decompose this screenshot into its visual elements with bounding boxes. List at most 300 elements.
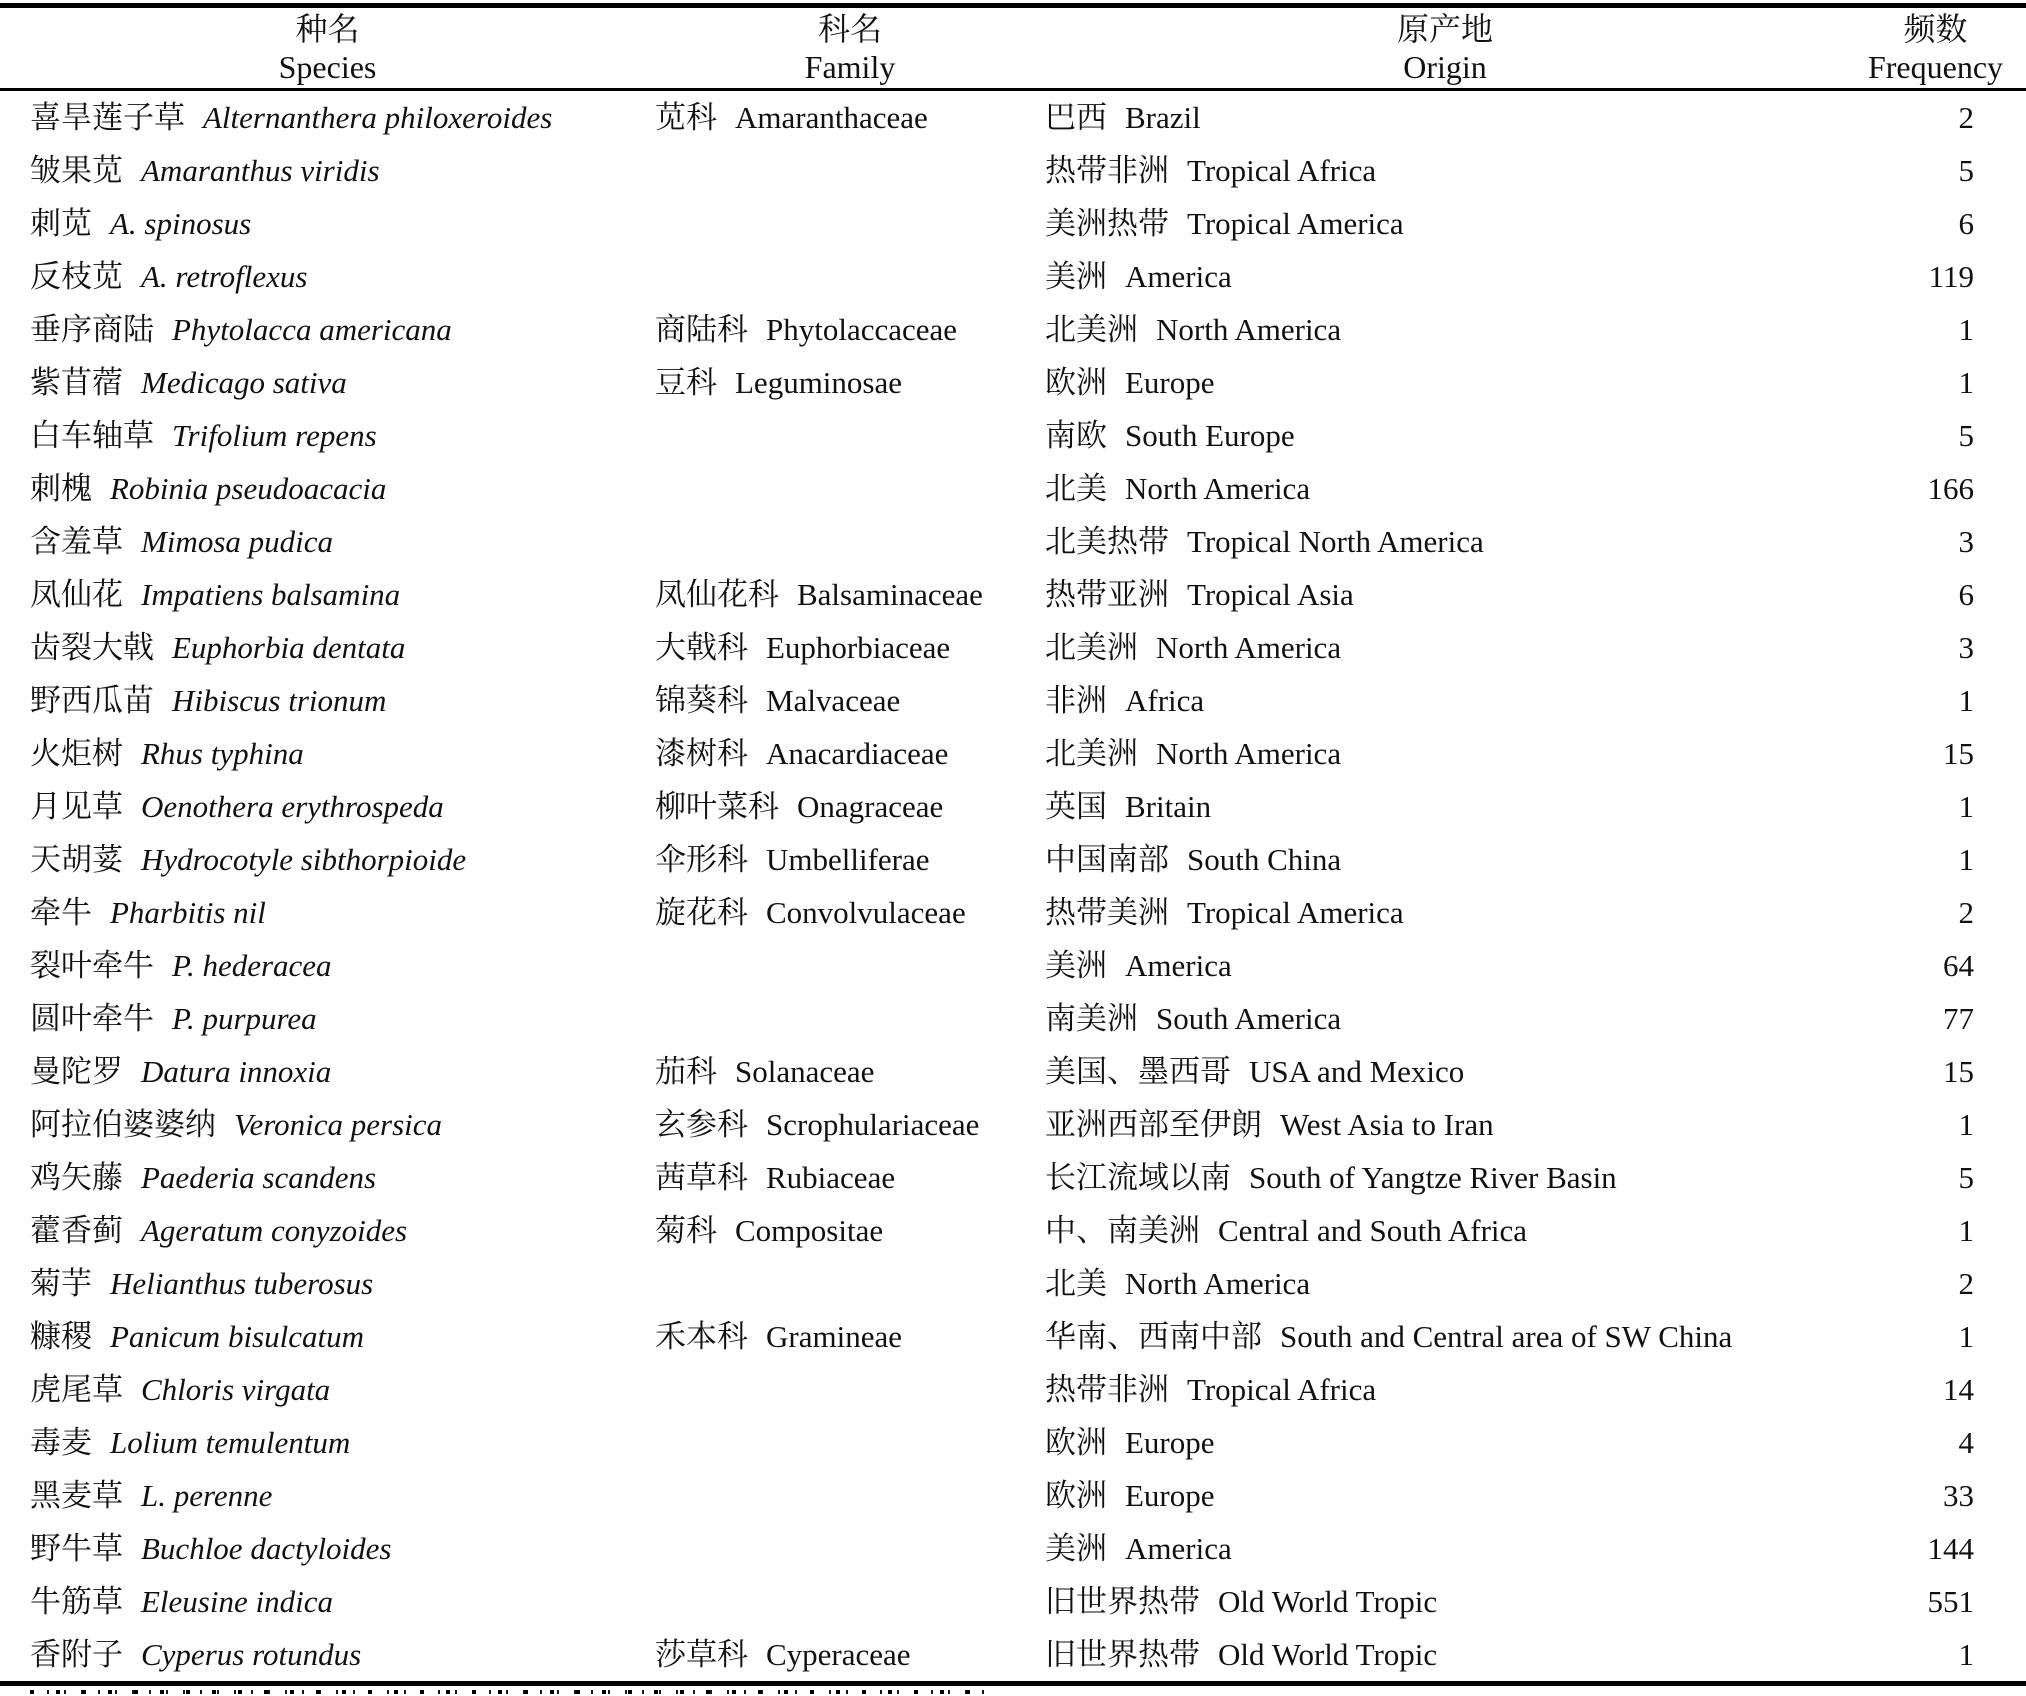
origin-english: Britain: [1125, 789, 1212, 824]
family-cell: [655, 727, 1045, 780]
species-name-latin: Cyperus rotundus: [141, 1637, 362, 1672]
species-cell: [0, 1522, 655, 1575]
family-cell: [655, 1310, 1045, 1363]
table-row: [0, 1575, 2026, 1628]
column-header-origin-en: Origin: [1403, 49, 1487, 85]
family-name-latin: Balsaminaceae: [797, 577, 983, 612]
origin-chinese: 美洲: [1045, 259, 1107, 294]
family-cell: [655, 91, 1045, 144]
origin-chinese: 欧洲: [1045, 365, 1107, 400]
frequency-cell: 5: [1958, 153, 1974, 188]
frequency-cell: 14: [1943, 1372, 1974, 1407]
frequency-cell: 77: [1943, 1001, 1974, 1036]
species-cell: [0, 1416, 655, 1469]
origin-cell: [1045, 674, 1845, 727]
table-row: [0, 1045, 2026, 1098]
family-name-chinese: 伞形科: [655, 842, 748, 877]
origin-chinese: 北美洲: [1045, 312, 1138, 347]
origin-english: USA and Mexico: [1249, 1054, 1465, 1089]
table-row: [0, 1522, 2026, 1575]
table-header-row: [0, 3, 2026, 91]
family-cell: [655, 939, 1045, 992]
species-name-chinese: 紫苜蓿: [30, 365, 123, 400]
family-cell: [655, 780, 1045, 833]
origin-cell: [1045, 1310, 1845, 1363]
species-cell: [0, 674, 655, 727]
origin-english: Old World Tropic: [1218, 1584, 1438, 1619]
table-row: [0, 462, 2026, 515]
origin-english: South Europe: [1125, 418, 1295, 453]
species-cell: [0, 939, 655, 992]
family-cell: [655, 833, 1045, 886]
species-cell: [0, 1151, 655, 1204]
species-cell: [0, 1628, 655, 1681]
family-name-chinese: 玄参科: [655, 1107, 748, 1142]
frequency-cell: 5: [1958, 1160, 1974, 1195]
species-cell: [0, 727, 655, 780]
frequency-cell: 1: [1958, 1107, 1974, 1142]
frequency-cell: 166: [1927, 471, 1974, 506]
species-name-chinese: 月见草: [30, 789, 123, 824]
species-name-latin: Trifolium repens: [172, 418, 377, 453]
table-row: [0, 250, 2026, 303]
frequency-cell: 2: [1958, 1266, 1974, 1301]
species-name-chinese: 喜旱莲子草: [30, 100, 185, 135]
family-cell: [655, 1257, 1045, 1310]
origin-cell: [1045, 303, 1845, 356]
origin-chinese: 北美洲: [1045, 630, 1138, 665]
origin-cell: [1045, 144, 1845, 197]
origin-cell: [1045, 939, 1845, 992]
origin-english: West Asia to Iran: [1280, 1107, 1494, 1142]
species-name-chinese: 圆叶牵牛: [30, 1001, 154, 1036]
family-cell: [655, 356, 1045, 409]
table-row: [0, 1310, 2026, 1363]
origin-chinese: 美国、墨西哥: [1045, 1054, 1231, 1089]
species-name-chinese: 牵牛: [30, 895, 92, 930]
family-name-latin: Convolvulaceae: [766, 895, 966, 930]
frequency-cell: 1: [1958, 365, 1974, 400]
origin-chinese: 热带亚洲: [1045, 577, 1169, 612]
species-name-latin: P. hederacea: [172, 948, 332, 983]
origin-cell: [1045, 886, 1845, 939]
family-name-chinese: 漆树科: [655, 736, 748, 771]
origin-chinese: 北美: [1045, 1266, 1107, 1301]
journal-table-page: [0, 3, 2026, 1696]
origin-cell: [1045, 1045, 1845, 1098]
species-name-chinese: 糠稷: [30, 1319, 92, 1354]
family-cell: [655, 303, 1045, 356]
origin-chinese: 旧世界热带: [1045, 1637, 1200, 1672]
species-name-chinese: 虎尾草: [30, 1372, 123, 1407]
family-cell: [655, 1575, 1045, 1628]
table-row: [0, 568, 2026, 621]
family-name-latin: Rubiaceae: [766, 1160, 896, 1195]
origin-cell: [1045, 1522, 1845, 1575]
species-name-latin: Mimosa pudica: [141, 524, 334, 559]
frequency-cell: 15: [1943, 736, 1974, 771]
family-cell: [655, 1098, 1045, 1151]
family-name-latin: Solanaceae: [735, 1054, 875, 1089]
origin-cell: [1045, 197, 1845, 250]
family-name-chinese: 茜草科: [655, 1160, 748, 1195]
species-cell: [0, 144, 655, 197]
species-name-chinese: 刺苋: [30, 206, 92, 241]
origin-english: South of Yangtze River Basin: [1249, 1160, 1617, 1195]
invasive-species-table: [0, 3, 2026, 1694]
column-header-frequency-en: Frequency: [1867, 49, 2004, 85]
origin-chinese: 北美热带: [1045, 524, 1169, 559]
family-cell: [655, 886, 1045, 939]
species-cell: [0, 462, 655, 515]
family-cell: [655, 462, 1045, 515]
species-cell: [0, 515, 655, 568]
column-header-frequency-cn: 频数: [1903, 11, 1968, 47]
family-cell: [655, 1469, 1045, 1522]
species-cell: [0, 1310, 655, 1363]
species-name-chinese: 皱果苋: [30, 153, 123, 188]
origin-chinese: 亚洲西部至伊朗: [1045, 1107, 1262, 1142]
family-cell: [655, 1151, 1045, 1204]
origin-english: North America: [1156, 630, 1342, 665]
species-name-chinese: 凤仙花: [30, 577, 123, 612]
species-name-latin: Impatiens balsamina: [141, 577, 401, 612]
table-row: [0, 886, 2026, 939]
origin-cell: [1045, 515, 1845, 568]
species-name-chinese: 白车轴草: [30, 418, 154, 453]
origin-chinese: 热带非洲: [1045, 153, 1169, 188]
table-row: [0, 1098, 2026, 1151]
origin-cell: [1045, 1416, 1845, 1469]
column-header-family: [655, 10, 1045, 86]
origin-cell: [1045, 992, 1845, 1045]
table-row: [0, 1469, 2026, 1522]
table-row: [0, 621, 2026, 674]
origin-english: Brazil: [1125, 100, 1201, 135]
frequency-cell: 4: [1958, 1425, 1974, 1460]
family-cell: [655, 1045, 1045, 1098]
table-row: [0, 727, 2026, 780]
origin-english: Tropical North America: [1187, 524, 1484, 559]
frequency-cell: 64: [1943, 948, 1974, 983]
species-name-chinese: 野牛草: [30, 1531, 123, 1566]
origin-english: South China: [1187, 842, 1342, 877]
origin-cell: [1045, 1469, 1845, 1522]
species-name-chinese: 野西瓜苗: [30, 683, 154, 718]
origin-chinese: 北美: [1045, 471, 1107, 506]
species-name-chinese: 牛筋草: [30, 1584, 123, 1619]
species-name-chinese: 毒麦: [30, 1425, 92, 1460]
table-row: [0, 303, 2026, 356]
origin-cell: [1045, 356, 1845, 409]
origin-cell: [1045, 568, 1845, 621]
family-name-latin: Malvaceae: [766, 683, 901, 718]
origin-english: Old World Tropic: [1218, 1637, 1438, 1672]
species-name-chinese: 香附子: [30, 1637, 123, 1672]
family-name-chinese: 莎草科: [655, 1637, 748, 1672]
frequency-cell: 2: [1958, 100, 1974, 135]
family-name-latin: Gramineae: [766, 1319, 902, 1354]
origin-english: South and Central area of SW China: [1280, 1319, 1733, 1354]
species-name-latin: Paederia scandens: [141, 1160, 377, 1195]
species-name-chinese: 含羞草: [30, 524, 123, 559]
origin-cell: [1045, 91, 1845, 144]
origin-english: North America: [1156, 736, 1342, 771]
origin-chinese: 北美洲: [1045, 736, 1138, 771]
origin-chinese: 英国: [1045, 789, 1107, 824]
origin-english: Europe: [1125, 1478, 1215, 1513]
frequency-cell: 6: [1958, 206, 1974, 241]
species-name-latin: Ageratum conyzoides: [141, 1213, 408, 1248]
family-name-latin: Scrophulariaceae: [766, 1107, 980, 1142]
species-name-chinese: 垂序商陆: [30, 312, 154, 347]
frequency-cell: 33: [1943, 1478, 1974, 1513]
species-cell: [0, 780, 655, 833]
origin-chinese: 欧洲: [1045, 1425, 1107, 1460]
origin-cell: [1045, 833, 1845, 886]
origin-english: America: [1125, 259, 1232, 294]
frequency-cell: 15: [1943, 1054, 1974, 1089]
species-cell: [0, 833, 655, 886]
origin-english: America: [1125, 948, 1232, 983]
species-name-latin: Lolium temulentum: [110, 1425, 351, 1460]
species-cell: [0, 1045, 655, 1098]
table-row: [0, 833, 2026, 886]
origin-chinese: 非洲: [1045, 683, 1107, 718]
species-cell: [0, 886, 655, 939]
family-name-latin: Cyperaceae: [766, 1637, 911, 1672]
origin-cell: [1045, 621, 1845, 674]
family-name-latin: Compositae: [735, 1213, 884, 1248]
frequency-cell: 1: [1958, 683, 1974, 718]
species-name-chinese: 曼陀罗: [30, 1054, 123, 1089]
origin-cell: [1045, 250, 1845, 303]
family-name-chinese: 大戟科: [655, 630, 748, 665]
table-row: [0, 1257, 2026, 1310]
family-name-chinese: 柳叶菜科: [655, 789, 779, 824]
family-cell: [655, 197, 1045, 250]
species-name-chinese: 藿香蓟: [30, 1213, 123, 1248]
origin-english: Tropical Africa: [1187, 153, 1377, 188]
frequency-cell: 6: [1958, 577, 1974, 612]
table-row: [0, 356, 2026, 409]
species-cell: [0, 992, 655, 1045]
family-name-chinese: 菊科: [655, 1213, 717, 1248]
frequency-cell: 1: [1958, 312, 1974, 347]
origin-chinese: 欧洲: [1045, 1478, 1107, 1513]
species-cell: [0, 1363, 655, 1416]
origin-cell: [1045, 1098, 1845, 1151]
frequency-cell: 144: [1927, 1531, 1974, 1566]
origin-english: South America: [1156, 1001, 1342, 1036]
column-header-species-en: Species: [278, 49, 377, 85]
origin-english: Tropical Africa: [1187, 1372, 1377, 1407]
table-row: [0, 674, 2026, 727]
origin-chinese: 美洲: [1045, 1531, 1107, 1566]
table-row: [0, 409, 2026, 462]
table-row: [0, 1151, 2026, 1204]
family-name-chinese: 豆科: [655, 365, 717, 400]
family-cell: [655, 1416, 1045, 1469]
species-cell: [0, 250, 655, 303]
species-cell: [0, 1469, 655, 1522]
species-name-chinese: 菊芋: [30, 1266, 92, 1301]
table-row: [0, 1416, 2026, 1469]
species-name-latin: L. perenne: [141, 1478, 273, 1513]
frequency-cell: 1: [1958, 1319, 1974, 1354]
family-cell: [655, 1522, 1045, 1575]
table-row: [0, 1204, 2026, 1257]
origin-chinese: 热带非洲: [1045, 1372, 1169, 1407]
table-row: [0, 939, 2026, 992]
column-header-family-cn: 科名: [817, 11, 882, 47]
origin-chinese: 南欧: [1045, 418, 1107, 453]
species-name-chinese: 黑麦草: [30, 1478, 123, 1513]
family-cell: [655, 1204, 1045, 1257]
column-header-origin-cn: 原产地: [1396, 11, 1493, 47]
origin-cell: [1045, 1257, 1845, 1310]
species-name-chinese: 刺槐: [30, 471, 92, 506]
family-cell: [655, 1363, 1045, 1416]
species-name-latin: Helianthus tuberosus: [110, 1266, 374, 1301]
origin-english: America: [1125, 1531, 1232, 1566]
family-name-chinese: 商陆科: [655, 312, 748, 347]
origin-chinese: 中、南美洲: [1045, 1213, 1200, 1248]
family-name-chinese: 禾本科: [655, 1319, 748, 1354]
origin-chinese: 旧世界热带: [1045, 1584, 1200, 1619]
origin-cell: [1045, 409, 1845, 462]
column-header-origin: [1045, 10, 1845, 86]
species-name-latin: Buchloe dactyloides: [141, 1531, 392, 1566]
origin-cell: [1045, 727, 1845, 780]
origin-chinese: 华南、西南中部: [1045, 1319, 1262, 1354]
species-name-latin: A. retroflexus: [141, 259, 308, 294]
species-cell: [0, 197, 655, 250]
species-name-chinese: 反枝苋: [30, 259, 123, 294]
species-name-latin: Phytolacca americana: [172, 312, 452, 347]
species-name-chinese: 火炬树: [30, 736, 123, 771]
species-name-latin: Eleusine indica: [141, 1584, 333, 1619]
column-header-species-cn: 种名: [295, 11, 360, 47]
table-row: [0, 91, 2026, 144]
frequency-cell: 3: [1958, 630, 1974, 665]
family-cell: [655, 568, 1045, 621]
frequency-cell: 2: [1958, 895, 1974, 930]
origin-english: North America: [1125, 1266, 1311, 1301]
species-cell: [0, 356, 655, 409]
species-cell: [0, 1575, 655, 1628]
origin-cell: [1045, 1628, 1845, 1681]
origin-english: North America: [1125, 471, 1311, 506]
origin-chinese: 热带美洲: [1045, 895, 1169, 930]
species-cell: [0, 1257, 655, 1310]
table-row: [0, 1628, 2026, 1681]
species-name-latin: Euphorbia dentata: [172, 630, 406, 665]
species-name-latin: Pharbitis nil: [110, 895, 266, 930]
species-name-chinese: 鸡矢藤: [30, 1160, 123, 1195]
species-name-latin: Robinia pseudoacacia: [110, 471, 387, 506]
family-name-latin: Umbelliferae: [766, 842, 930, 877]
species-name-latin: Amaranthus viridis: [141, 153, 380, 188]
species-name-latin: Oenothera erythrospeda: [141, 789, 444, 824]
species-name-chinese: 裂叶牵牛: [30, 948, 154, 983]
frequency-cell: 3: [1958, 524, 1974, 559]
family-name-latin: Onagraceae: [797, 789, 944, 824]
column-header-family-en: Family: [804, 49, 896, 85]
species-name-chinese: 齿裂大戟: [30, 630, 154, 665]
species-name-latin: A. spinosus: [110, 206, 252, 241]
species-cell: [0, 303, 655, 356]
species-cell: [0, 568, 655, 621]
table-row: [0, 515, 2026, 568]
family-cell: [655, 144, 1045, 197]
origin-chinese: 美洲热带: [1045, 206, 1169, 241]
origin-chinese: 长江流域以南: [1045, 1160, 1231, 1195]
species-cell: [0, 621, 655, 674]
species-cell: [0, 1098, 655, 1151]
species-name-latin: Medicago sativa: [141, 365, 347, 400]
origin-cell: [1045, 780, 1845, 833]
family-cell: [655, 409, 1045, 462]
frequency-cell: 1: [1958, 1637, 1974, 1672]
frequency-cell: 5: [1958, 418, 1974, 453]
family-name-chinese: 旋花科: [655, 895, 748, 930]
family-cell: [655, 674, 1045, 727]
species-cell: [0, 91, 655, 144]
family-cell: [655, 992, 1045, 1045]
origin-chinese: 南美洲: [1045, 1001, 1138, 1036]
origin-cell: [1045, 462, 1845, 515]
frequency-cell: 1: [1958, 1213, 1974, 1248]
frequency-cell: 551: [1927, 1584, 1974, 1619]
table-body: [0, 91, 2026, 1681]
origin-english: North America: [1156, 312, 1342, 347]
clipped-footnote-text: [30, 1690, 990, 1694]
column-header-frequency: [1845, 10, 2026, 86]
table-row: [0, 197, 2026, 250]
origin-english: Central and South Africa: [1218, 1213, 1528, 1248]
family-name-latin: Phytolaccaceae: [766, 312, 958, 347]
family-name-chinese: 锦葵科: [655, 683, 748, 718]
family-name-latin: Anacardiaceae: [766, 736, 949, 771]
origin-cell: [1045, 1151, 1845, 1204]
species-name-latin: Datura innoxia: [141, 1054, 332, 1089]
family-name-latin: Amaranthaceae: [735, 100, 928, 135]
table-row: [0, 144, 2026, 197]
species-name-latin: P. purpurea: [172, 1001, 317, 1036]
species-name-latin: Hibiscus trionum: [172, 683, 387, 718]
species-name-latin: Veronica persica: [234, 1107, 443, 1142]
table-row: [0, 992, 2026, 1045]
origin-english: Africa: [1125, 683, 1205, 718]
family-cell: [655, 515, 1045, 568]
origin-cell: [1045, 1575, 1845, 1628]
family-name-chinese: 茄科: [655, 1054, 717, 1089]
origin-english: Tropical America: [1187, 895, 1404, 930]
species-name-chinese: 阿拉伯婆婆纳: [30, 1107, 216, 1142]
origin-english: Europe: [1125, 365, 1215, 400]
family-name-chinese: 苋科: [655, 100, 717, 135]
family-cell: [655, 1628, 1045, 1681]
family-name-latin: Leguminosae: [735, 365, 903, 400]
species-name-latin: Rhus typhina: [141, 736, 304, 771]
table-bottom-rule: [0, 1681, 2026, 1686]
origin-english: Tropical America: [1187, 206, 1404, 241]
family-name-latin: Euphorbiaceae: [766, 630, 951, 665]
frequency-cell: 1: [1958, 842, 1974, 877]
species-name-latin: Hydrocotyle sibthorpioide: [141, 842, 467, 877]
family-cell: [655, 250, 1045, 303]
